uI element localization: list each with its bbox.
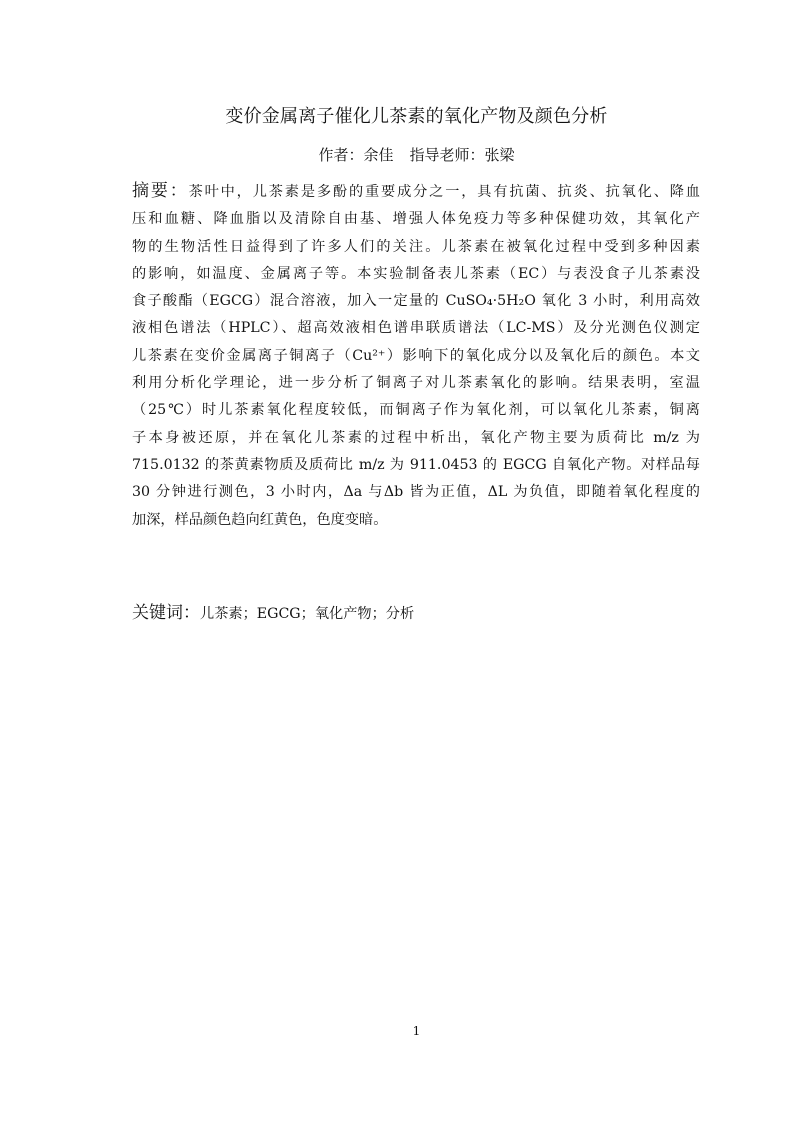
abstract-line: 利用分析化学理论，进一步分析了铜离子对儿茶素氧化的影响。结果表明，室温: [132, 375, 700, 392]
abstract-block: [132, 178, 700, 534]
advisor-label: 指导老师：: [409, 146, 485, 164]
author-name: 余佳: [363, 146, 394, 164]
abstract-line: 715.0132 的茶黄素物质及质荷比 m/z 为 911.0453 的 EGCG 自氧化产物。对样品每: [132, 456, 700, 473]
author-line: [0, 144, 793, 165]
abstract-line: 子本身被还原，并在氧化儿茶素的过程中析出，氧化产物主要为质荷比 m/z 为: [132, 429, 700, 446]
abstract-line: 的影响，如温度、金属离子等。本实验制备表儿茶素（EC）与表没食子儿茶素没: [132, 265, 700, 282]
author-label: 作者：: [318, 146, 364, 164]
keywords-heading: 关键词：: [132, 603, 200, 623]
abstract-line-text: 茶叶中，儿茶素是多酚的重要成分之一，具有抗菌、抗炎、抗氧化、降血: [188, 184, 700, 200]
keywords-text: 儿茶素；EGCG；氧化产物；分析: [200, 606, 415, 622]
page-number: 1: [412, 1024, 421, 1038]
abstract-line: 食子酸酯（EGCG）混合溶液，加入一定量的 CuSO₄·5H₂O 氧化 3 小时，利用高效: [132, 293, 700, 310]
abstract-line: 加深，样品颜色趋向红黄色，色度变暗。: [132, 511, 388, 528]
abstract-line: 压和血糖、降血脂以及清除自由基、增强人体免疫力等多种保健功效，其氧化产: [132, 211, 700, 228]
paper-title: 变价金属离子催化儿茶素的氧化产物及颜色分析: [225, 106, 608, 127]
abstract-line: 液相色谱法（HPLC）、超高效液相色谱串联质谱法（LC-MS）及分光测色仪测定: [132, 320, 700, 337]
abstract-line: [132, 178, 700, 206]
abstract-line: 30 分钟进行测色，3 小时内，Δa 与Δb 皆为正值，ΔL 为负值，即随着氧化程度的: [132, 484, 700, 501]
abstract-line: （25℃）时儿茶素氧化程度较低，而铜离子作为氧化剂，可以氧化儿茶素，铜离: [132, 402, 700, 419]
abstract-heading: 摘要：: [132, 181, 189, 201]
abstract-line: 儿茶素在变价金属离子铜离子（Cu²⁺）影响下的氧化成分以及氧化后的颜色。本文: [132, 347, 700, 364]
keywords-line: [132, 598, 414, 623]
abstract-line: 物的生物活性日益得到了许多人们的关注。儿茶素在被氧化过程中受到多种因素: [132, 238, 700, 255]
advisor-name: 张梁: [484, 146, 515, 164]
